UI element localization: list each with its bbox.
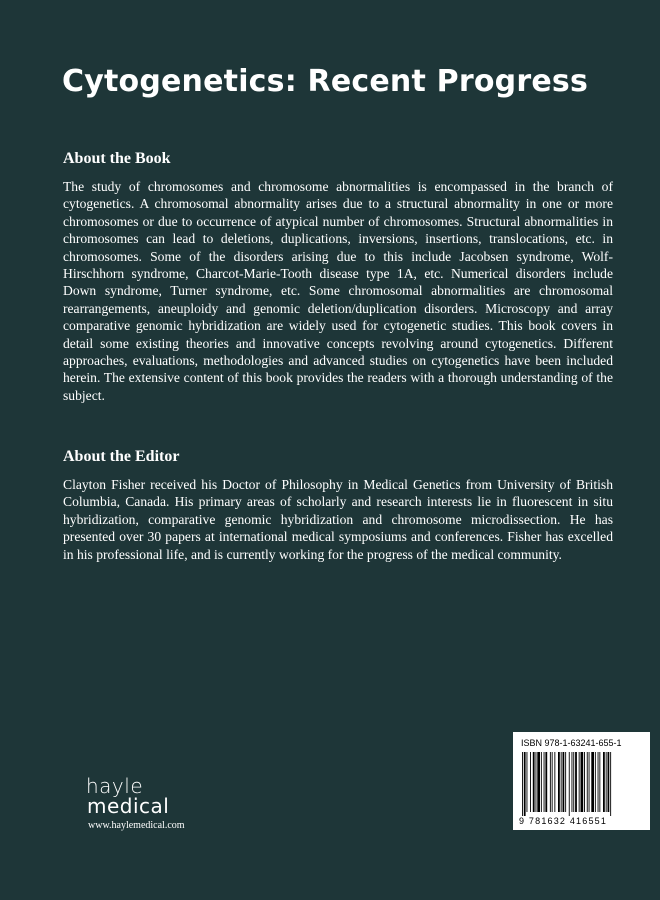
about-book-text: The study of chromosomes and chromosome abnormalities is encompassed in the branch of cytogenetics. A chromosomal abnormality arises due to a structural abnormality in one or more chromosomes or due to occurrence of atypical number of chromosomes. Structural abnormalities in chromosomes can lead to deletions, duplications, inversions, insertions, translocations, etc. in chromosomes. Some of the disorders arising due to this include Jacobsen syndrome, Wolf-Hirschhorn syndrome, Charcot-Marie-Tooth disease type 1A, etc. Numerical disorders include Down syndrome, Turner syndrome, etc. Some chromosomal abnormalities are chromosomal rearrangements, aneuploidy and genomic deletion/duplication disorders. Microscopy and array comparative genomic hybridization are widely used for cytogenetic studies. This book covers in detail some existing theories and innovative concepts revolving around cytogenetics. Different approaches, evaluations, methodologies and advanced studies on cytogenetics have been included herein. The extensive content of this book provides the readers with a thorough understanding of the subject. <box>63 179 613 403</box>
barcode-bar <box>533 752 535 812</box>
barcode-bar <box>587 752 588 812</box>
barcode-bar <box>565 752 566 812</box>
barcode-bar <box>552 752 553 812</box>
barcode-icon <box>521 752 643 816</box>
book-title: Cytogenetics: Recent Progress <box>62 64 588 99</box>
barcode-bar <box>598 752 599 812</box>
barcode-bar <box>544 752 545 812</box>
barcode-bar <box>537 752 540 812</box>
barcode-bar <box>572 752 573 812</box>
barcode-bar <box>579 752 580 812</box>
barcode-bar <box>589 752 590 812</box>
barcode-bar <box>541 752 542 812</box>
isbn-label: ISBN 978-1-63241-655-1 <box>521 738 622 748</box>
barcode-bar <box>575 752 577 812</box>
barcode-bar <box>606 752 607 812</box>
barcode-bar <box>581 752 584 812</box>
publisher-logo <box>86 776 185 831</box>
barcode-bar <box>522 752 523 816</box>
barcode-bar <box>603 752 605 812</box>
barcode-bar <box>561 752 562 812</box>
publisher-url: www.haylemedical.com <box>88 820 185 831</box>
barcode-bar <box>527 752 528 812</box>
barcode-bar <box>608 752 610 812</box>
barcode-bar <box>610 752 611 816</box>
barcode-bar <box>591 752 594 812</box>
barcode-bar <box>536 752 537 812</box>
barcode-bar <box>558 752 560 812</box>
barcode-bar <box>530 752 531 812</box>
barcode-bar <box>599 752 600 812</box>
barcode-bar <box>554 752 555 812</box>
barcode-bar <box>550 752 551 812</box>
barcode-bar <box>573 752 574 812</box>
barcode-bar <box>524 752 526 816</box>
barcode-bar <box>563 752 565 812</box>
barcode-bar <box>584 752 585 812</box>
about-book-heading: About the Book <box>63 150 171 167</box>
publisher-name-line2: medical <box>87 794 170 818</box>
barcode-bar <box>569 752 570 816</box>
barcode-box <box>513 732 650 830</box>
publisher-name-line1: hayle <box>86 774 144 798</box>
about-editor-text: Clayton Fisher received his Doctor of Philosophy in Medical Genetics from University of British Columbia, Canada. His primary areas of scholarly and research interests lie in fluorescent in situ hybridization, comparative genomic hybridization and chromosome microdissection. He has presented over 30 papers at international medical symposiums and conferences. Fisher has excelled in his professional life, and is currently working for the progress of the medical community. <box>63 477 613 562</box>
barcode-bar <box>545 752 547 812</box>
barcode-digits: 9 781632 416551 <box>519 816 608 826</box>
about-editor-heading: About the Editor <box>63 448 180 465</box>
barcode-bar <box>595 752 596 812</box>
